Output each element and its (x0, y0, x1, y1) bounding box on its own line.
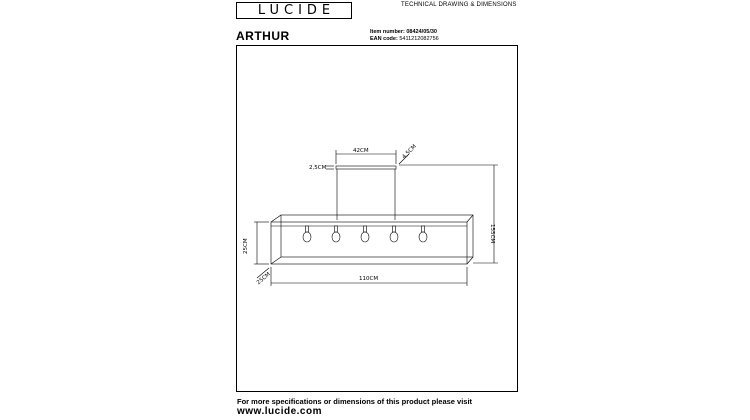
lucide-logo (236, 2, 352, 19)
ean-label: EAN code: (370, 36, 398, 42)
label-canopy-width: 42CM (353, 148, 369, 154)
rectangular-frame (271, 215, 473, 264)
light-bulb (303, 232, 311, 242)
bulb-holder (335, 226, 338, 232)
product-meta (370, 29, 439, 43)
bulb-holder (422, 226, 425, 232)
label-frame-depth: 25CM (255, 271, 272, 287)
footer-note: For more specifications or dimensions of this product please visit (237, 397, 473, 406)
light-bulb (361, 232, 369, 242)
product-title: ARTHUR (236, 29, 290, 43)
ceiling-canopy (336, 166, 396, 169)
ean-value: 5411212082756 (399, 36, 439, 42)
item-number-label: Item number: (370, 29, 405, 35)
bulb-holder (393, 226, 396, 232)
logo-text: LUCIDE (257, 3, 336, 18)
light-bulb (419, 232, 427, 242)
light-bulb (390, 232, 398, 242)
technical-drawing (237, 46, 519, 393)
ean-row (370, 36, 439, 43)
label-total-height: 155CM (489, 224, 495, 244)
bulb-group (303, 226, 427, 242)
bulb-holder (306, 226, 309, 232)
label-frame-height: 25CM (243, 238, 249, 254)
bulb-holder (364, 226, 367, 232)
technical-drawing-frame (236, 45, 518, 392)
label-frame-length: 110CM (359, 276, 379, 282)
website-link[interactable]: www.lucide.com (237, 406, 322, 417)
label-canopy-depth: 4,5CM (401, 143, 418, 161)
document-type: TECHNICAL DRAWING & DIMENSIONS (401, 2, 517, 8)
item-number-row (370, 29, 439, 36)
label-canopy-height: 2,5CM (309, 165, 327, 171)
light-bulb (332, 232, 340, 242)
item-number-value: 08424/05/30 (406, 29, 437, 35)
